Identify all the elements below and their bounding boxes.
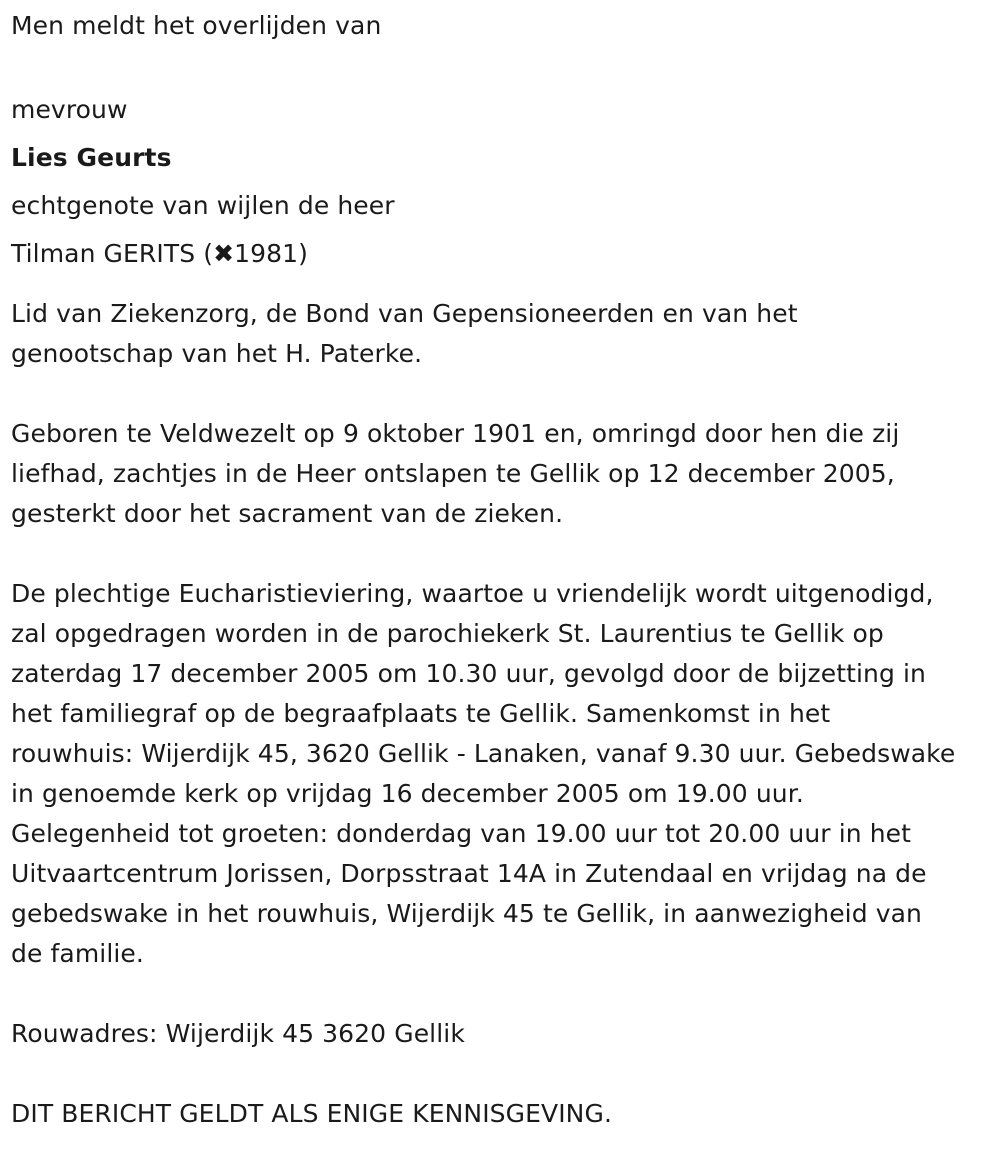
- paragraph-line: De plechtige Eucharistieviering, waartoe u vriendelijk wordt uitgenodigd,: [11, 579, 934, 608]
- paragraph-line: Gelegenheid tot groeten: donderdag van 19.00 uur tot 20.00 uur in het: [11, 819, 912, 848]
- deceased-name: Lies Geurts: [11, 143, 172, 172]
- paragraph-line: liefhad, zachtjes in de Heer ontslapen te Gellik op 12 december 2005,: [11, 459, 895, 488]
- address-paragraph: [11, 1014, 993, 1054]
- death-notice: [11, 6, 993, 1134]
- paragraph-line: in genoemde kerk op vrijdag 16 december 2005 om 19.00 uur.: [11, 779, 804, 808]
- spouse-name: Tilman GERITS (✖1981): [11, 239, 309, 268]
- paragraph-line: het familiegraf op de begraafplaats te Gellik. Samenkomst in het: [11, 699, 831, 728]
- ceremony-paragraph: [11, 574, 993, 974]
- mourning-address: Rouwadres: Wijerdijk 45 3620 Gellik: [11, 1019, 465, 1048]
- paragraph-line: Geboren te Veldwezelt op 9 oktober 1901 en, omringd door hen die zij: [11, 419, 900, 448]
- birth-death-paragraph: [11, 414, 993, 534]
- membership-paragraph: [11, 294, 993, 374]
- intro-text: Men meldt het overlijden van: [11, 11, 382, 40]
- paragraph-line: rouwhuis: Wijerdijk 45, 3620 Gellik - Lanaken, vanaf 9.30 uur. Gebedswake: [11, 739, 956, 768]
- paragraph-line: Uitvaartcentrum Jorissen, Dorpsstraat 14A in Zutendaal en vrijdag na de: [11, 859, 927, 888]
- paragraph-line: de familie.: [11, 939, 144, 968]
- closing-paragraph: [11, 1094, 993, 1134]
- deceased-block: [11, 86, 993, 278]
- paragraph-line: zal opgedragen worden in de parochiekerk St. Laurentius te Gellik op: [11, 619, 884, 648]
- paragraph-line: genootschap van het H. Paterke.: [11, 339, 423, 368]
- closing-statement: DIT BERICHT GELDT ALS ENIGE KENNISGEVING.: [11, 1099, 612, 1128]
- paragraph-line: gesterkt door het sacrament van de zieken.: [11, 499, 564, 528]
- paragraph-line: zaterdag 17 december 2005 om 10.30 uur, gevolgd door de bijzetting in: [11, 659, 926, 688]
- paragraph-line: gebedswake in het rouwhuis, Wijerdijk 45 te Gellik, in aanwezigheid van: [11, 899, 923, 928]
- deceased-title: mevrouw: [11, 95, 128, 124]
- relation-text: echtgenote van wijlen de heer: [11, 191, 395, 220]
- paragraph-line: Lid van Ziekenzorg, de Bond van Gepensioneerden en van het: [11, 299, 798, 328]
